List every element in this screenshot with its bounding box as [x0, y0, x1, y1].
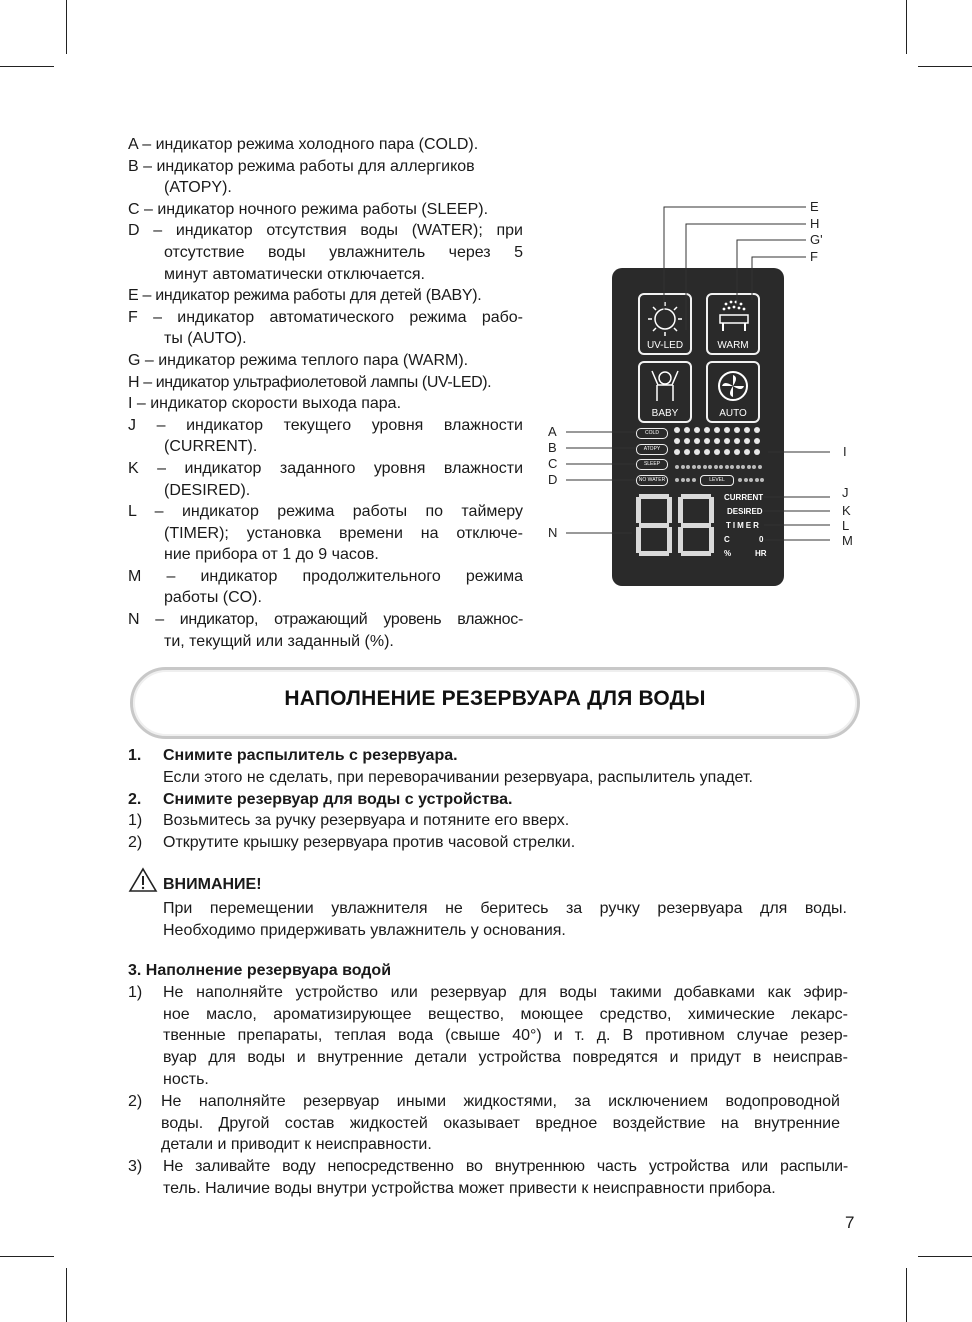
- legend-item: A – индикатор режима холодного пара (COLD).: [128, 136, 479, 153]
- legend-item: D – индикатор отсутствия воды (WATER); при отсутствие воды увлажнитель через 5 минут автоматически отключается.: [128, 222, 523, 283]
- co-label: C: [724, 535, 730, 544]
- sleep-indicator: SLEEP: [636, 459, 668, 470]
- callout-label-n: N: [548, 525, 558, 540]
- legend-item: N – индикатор, отражающий уровень влажнос- ти, текущий или заданный (%).: [128, 611, 523, 650]
- legend-item: K – индикатор заданного уровня влажности (DESIRED).: [128, 459, 523, 499]
- legend-item: J – индикатор текущего уровня влажности (CURRENT).: [128, 416, 523, 456]
- legend-item: L – индикатор режима работы по таймеру (TIMER); установка времени на отключе- ние прибора от 1 до 9 часов.: [128, 503, 523, 564]
- step-3-item: 2) Не наполняйте резервуар иными жидкостями, за исключением водопроводной воды. Другой состав жидкостей оказывает вредное воздействие на внутренние детали и приводит к неисправности.: [128, 1092, 840, 1154]
- crop-mark: [0, 1256, 54, 1257]
- legend-item: C – индикатор ночного режима работы (SLEEP).: [128, 200, 489, 218]
- legend-item: G – индикатор режима теплого пара (WARM).: [128, 351, 469, 369]
- no-water-indicator: NO WATER: [636, 475, 668, 486]
- callout-label-j: J: [842, 485, 849, 500]
- auto-label: AUTO: [719, 408, 747, 419]
- percent-label: %: [724, 549, 732, 558]
- uvled-label: UV-LED: [646, 340, 684, 351]
- step-2-item: 2) Открутите крышку резервуара против часовой стрелки.: [128, 834, 576, 852]
- baby-label: BABY: [651, 408, 679, 419]
- crop-mark: [918, 1256, 972, 1257]
- step-3-block: [128, 960, 848, 1200]
- callout-label-m: M: [842, 533, 853, 548]
- atopy-indicator: ATOPY: [636, 444, 668, 455]
- page-number: 7: [845, 1213, 855, 1232]
- current-label: CURRENT: [724, 493, 764, 502]
- step-3-item: 3) Не заливайте воду непосредственно во внутреннюю часть устройства или распыли- тель. Наличие воды внутри устройства может привести к неисправности прибора.: [128, 1158, 848, 1197]
- step-3-item: 1) Не наполняйте устройство или резервуар для воды такими добавками как эфир- ное масло, ароматизирующее вещество, моющее средство, химические лекарс- твенные препараты, теплая вода (свыше 40°) и т. д. В противном случае резер- вуар для воды и внутренние детали устройства повредятся и придут в неисправ- ность.: [128, 983, 848, 1088]
- step-1-text: Если этого не сделать, при переворачивании резервуара, распылитель упадет.: [163, 768, 753, 786]
- warning-title: ВНИМАНИЕ!: [163, 876, 262, 893]
- warning-icon: [128, 867, 158, 893]
- cold-indicator: COLD: [636, 428, 668, 439]
- zero-label: 0: [759, 535, 764, 544]
- callout-label-e: E: [810, 199, 819, 214]
- desired-label: DESIRED: [727, 507, 763, 516]
- callout-label-b: B: [548, 440, 557, 455]
- legend-item: F – индикатор автоматического режима рабо- ты (AUTO).: [128, 308, 523, 348]
- legend-item: E – индикатор режима работы для детей (BABY).: [128, 287, 482, 305]
- callout-label-d: D: [548, 472, 558, 487]
- step-2-item: 1) Возьмитесь за ручку резервуара и потяните его вверх.: [128, 812, 570, 830]
- callout-label-g: G': [810, 232, 823, 247]
- legend-item: H – индикатор ультрафиолетовой лампы (UV-LED).: [128, 373, 492, 391]
- timer-label: TIMER: [726, 521, 761, 530]
- callout-label-f: F: [810, 249, 818, 264]
- legend-item: I – индикатор скорости выхода пара.: [128, 395, 402, 413]
- hr-label: HR: [755, 549, 767, 558]
- section-banner: [130, 667, 860, 739]
- crop-mark: [66, 1268, 67, 1322]
- crop-mark: [906, 1268, 907, 1322]
- step-1-heading: 1. Снимите распылитель с резервуара.: [128, 747, 458, 764]
- warning-text: При перемещении увлажнителя не беритесь за ручку резервуара для воды. Необходимо придерживать увлажнитель у основания.: [163, 900, 847, 939]
- callout-label-a: A: [548, 424, 557, 439]
- legend-item: M – индикатор продолжительного режима работы (CO).: [128, 567, 523, 607]
- callout-label-h: H: [810, 216, 820, 231]
- callout-label-c: C: [548, 456, 558, 471]
- callout-label-l: L: [842, 518, 850, 533]
- section-title: НАПОЛНЕНИЕ РЕЗЕРВУАРА ДЛЯ ВОДЫ: [284, 687, 706, 710]
- callout-label-i: I: [843, 444, 847, 459]
- step-3-heading: 3. Наполнение резервуара водой: [128, 962, 392, 979]
- level-label: LEVEL: [700, 475, 734, 486]
- steps-block: [128, 745, 848, 854]
- warm-label: WARM: [717, 340, 749, 351]
- step-2-heading: 2. Снимите резервуар для воды с устройства.: [128, 790, 513, 808]
- legend-item: B – индикатор режима работы для аллергиков (ATOPY).: [128, 157, 475, 197]
- callout-label-k: K: [842, 503, 851, 518]
